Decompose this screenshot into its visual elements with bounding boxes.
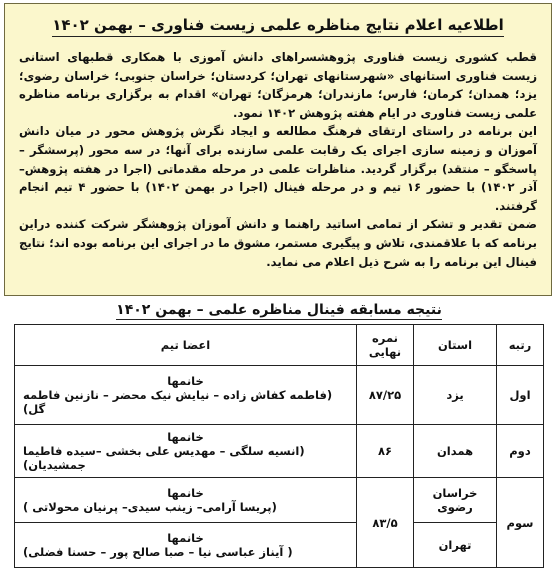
table-row: [15, 478, 544, 523]
members-names: ( آیناز عباسی نیا – صبا صالح پور – حسنا فضلی): [23, 545, 293, 559]
announcement-paragraph-1: قطب کشوری زیست فناوری پژوهشسراهای دانش آموزی با همکاری قطبهای استانی زیست فناوری استانهای «شهرستانهای تهران؛ کردستان؛ خراسان جنوبی؛ خراسان رضوی؛ یزد؛ همدان؛ کرمان؛ فارس؛ مازندران؛ هرمزگان؛ تهران» اقدام به برگزاری برنامه مناظره علمی زیست فناوری در ایام هفته پژوهش ۱۴۰۲ نمود.: [19, 50, 537, 120]
members-label: خانمها: [167, 531, 204, 545]
header-rank: رتبه: [497, 325, 544, 366]
rank-cell: سوم: [497, 478, 544, 568]
members-label: خانمها: [167, 430, 204, 444]
members-label: خانمها: [167, 486, 204, 500]
members-cell: [15, 425, 357, 478]
rank-cell: اول: [497, 366, 544, 425]
header-score: نمره نهایی: [357, 325, 414, 366]
province-cell: همدان: [414, 425, 497, 478]
members-cell: [15, 366, 357, 425]
announcement-paragraph-2: این برنامه در راستای ارتقای فرهنگ مطالعه و ایجاد نگرش پژوهش محور در میان دانش آموزان و زمینه سازی اجرای یک رقابت علمی سازنده برای آنها؛ در سه محور (پرسشگر – پاسخگو – منتقد) برگزار گردید. مناظرات علمی در مرحله مقدماتی (اجرا در هفته پژوهش–آذر ۱۴۰۲) با حضور ۱۶ تیم و در مرحله فینال (اجرا در بهمن ۱۴۰۲) با حضور ۴ تیم انجام گرفتند.: [19, 124, 538, 213]
announcement-paragraph-3: ضمن تقدیر و تشکر از تمامی اساتید راهنما و دانش آموزان پژوهشگر شرکت کننده دراین برنامه که با علاقمندی، تلاش و پیگیری مستمر، مشوق ما در اجرای این برنامه بوده اند؛ نتایج فینال این برنامه را به شرح ذیل اعلام می نماید.: [19, 217, 537, 269]
members-cell: [15, 523, 357, 568]
province-cell: تهران: [414, 523, 497, 568]
table-row: [15, 366, 544, 425]
province-cell: خراسان رضوی: [414, 478, 497, 523]
members-names: (فاطمه کفاش زاده – نیایش نیک محضر – نازنین فاطمه گل): [23, 388, 333, 416]
score-cell: ۸۳/۵: [357, 478, 414, 568]
announcement-title: اطلاعیه اعلام نتایج مناظره علمی زیست فناوری – بهمن ۱۴۰۲: [19, 16, 537, 34]
members-label: خانمها: [167, 374, 204, 388]
header-members: اعضا تیم: [15, 325, 357, 366]
table-header-row: [15, 325, 544, 366]
table-row: [15, 523, 544, 568]
score-cell: ۸۷/۲۵: [357, 366, 414, 425]
results-table: [14, 324, 544, 568]
rank-cell: دوم: [497, 425, 544, 478]
members-names: (پریسا آرامی– زینب سیدی– پرنیان محولاتی ): [23, 500, 277, 514]
header-province: استان: [414, 325, 497, 366]
members-names: (انسیه سلگی – مهدیس علی بخشی –سیده فاطیما جمشیدیان): [23, 444, 305, 472]
score-cell: ۸۶: [357, 425, 414, 478]
province-cell: یزد: [414, 366, 497, 425]
results-title: نتیجه مسابقه فینال مناظره علمی – بهمن ۱۴۰۲: [116, 302, 442, 318]
members-cell: [15, 478, 357, 523]
announcement-box: [4, 3, 552, 296]
table-row: [15, 425, 544, 478]
